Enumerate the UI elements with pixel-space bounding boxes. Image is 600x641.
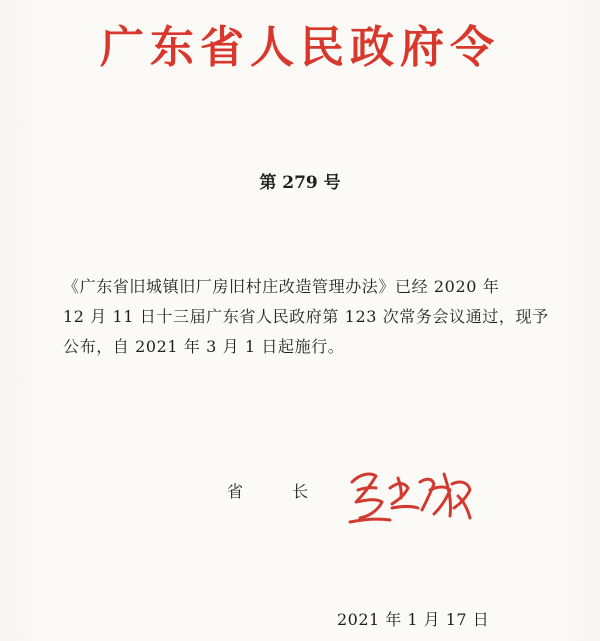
body-line-3: 公布，自 2021 年 3 月 1 日起施行。 [63, 337, 345, 356]
decree-number: 第 279 号 [259, 173, 341, 193]
signatory-title: 省 长 [227, 482, 331, 501]
decree-body [63, 272, 583, 362]
signature-block [0, 460, 600, 530]
decree-date: 2021 年 1 月 17 日 [337, 610, 490, 629]
body-line-1: 《广东省旧城镇旧厂房旧村庄改造管理办法》已经 2020 年 [63, 277, 500, 296]
body-line-2: 12 月 11 日十三届广东省人民政府第 123 次常务会议通过，现予 [63, 307, 549, 326]
handwritten-signature [346, 460, 476, 530]
decree-title: 广东省人民政府令 [100, 22, 500, 73]
